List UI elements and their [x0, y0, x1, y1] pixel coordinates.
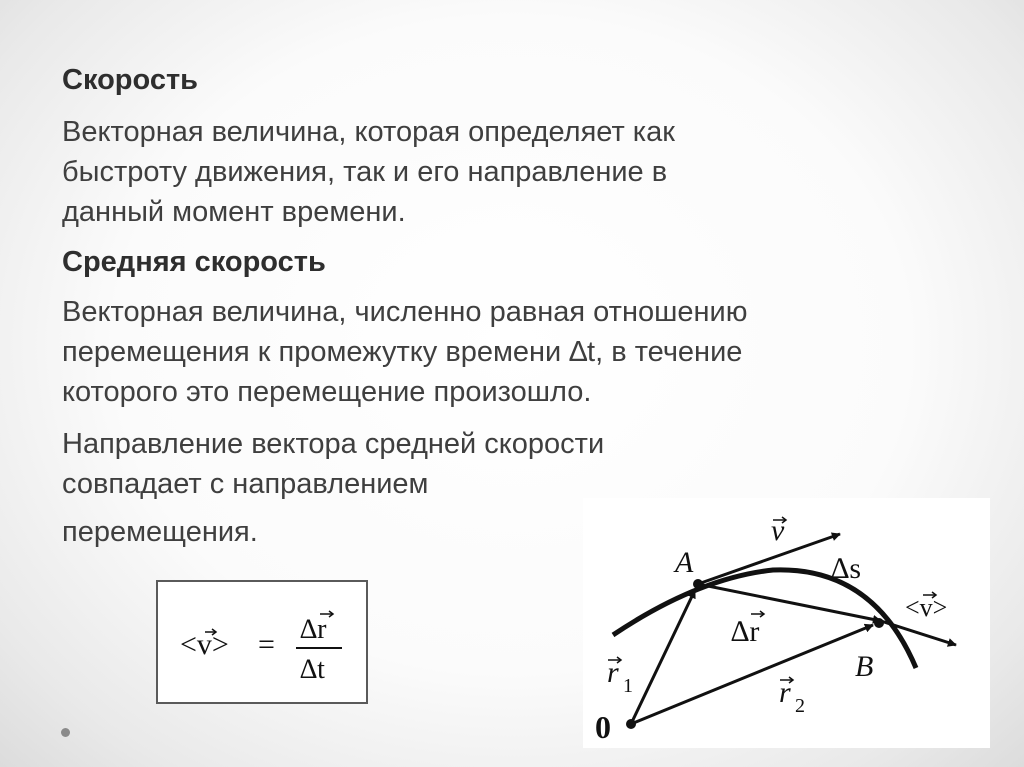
velocity-definition	[62, 112, 862, 232]
formula-equals: =	[258, 628, 275, 661]
direction-statement	[62, 424, 662, 504]
text-line: перемещения к промежутку времени ∆t, в течение	[62, 336, 743, 368]
label-r1-subscript: 1	[623, 675, 633, 697]
text-line: перемещения.	[62, 516, 258, 548]
origin-point	[626, 719, 636, 729]
heading-average-velocity: Средняя скорость	[62, 246, 326, 278]
heading-velocity: Скорость	[62, 64, 198, 96]
label-origin: 0	[595, 709, 611, 745]
point-b	[874, 618, 884, 628]
text-line: быстроту движения, так и его направление в	[62, 156, 668, 188]
average-velocity-formula	[156, 580, 368, 704]
label-r1: r	[607, 656, 619, 689]
label-v: v	[771, 514, 785, 547]
trajectory-figure	[583, 498, 990, 748]
vector-average-velocity	[881, 621, 956, 645]
label-delta-r: ∆r	[731, 615, 760, 648]
vector-r1	[631, 590, 695, 724]
text-line: Векторная величина, численно равная отношению	[62, 296, 748, 328]
text-line: совпадает с направлением	[62, 468, 429, 500]
label-b: B	[855, 650, 874, 683]
formula-lhs: <v>	[180, 628, 229, 661]
average-velocity-definition	[62, 292, 942, 412]
label-r2-subscript: 2	[795, 695, 805, 717]
text-line: данный момент времени.	[62, 196, 406, 228]
text-line: Векторная величина, которая определяет как	[62, 116, 675, 148]
formula-denominator: ∆t	[300, 654, 325, 685]
label-a: A	[675, 546, 694, 579]
label-average-velocity: <v>	[905, 593, 948, 622]
label-delta-s: ∆s	[831, 552, 862, 585]
formula-graphic	[158, 582, 366, 702]
text-line: Направление вектора средней скорости	[62, 428, 605, 460]
text-line: которого это перемещение произошло.	[62, 376, 592, 408]
trajectory-diagram	[583, 498, 990, 748]
point-a	[693, 579, 703, 589]
label-r2: r	[779, 676, 791, 709]
bullet-dot	[61, 728, 70, 737]
formula-numerator: ∆r	[300, 614, 327, 645]
